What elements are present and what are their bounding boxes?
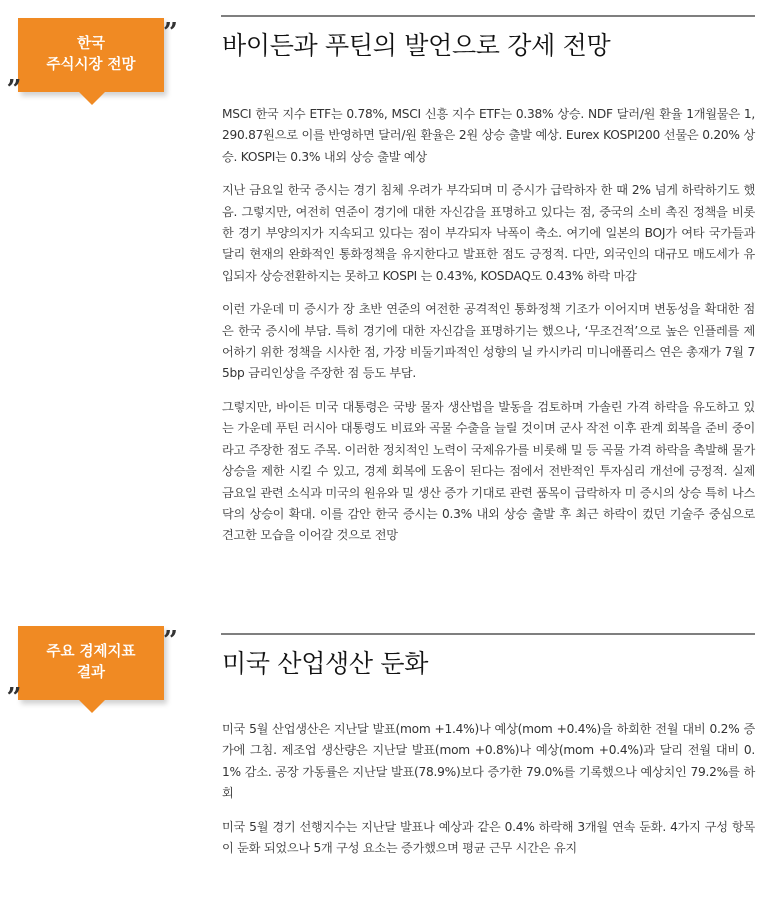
body-paragraph: 그렇지만, 바이든 미국 대통령은 국방 물자 생산법을 발동을 검토하며 가솔린 가격 하락을 유도하고 있는 가운데 푸틴 러시아 대통령도 비료와 곡물 수출을 늘릴 것이며 군사 작전 이후 관계 회복을 준비 중이라고 주장한 점도 주목. 이러한 정치적인 노력이 국제유가를 비롯해 밀 등 곡물 가격 하락을 촉발해 물가 상승을 제한 시킬 수 있고, 경제 회복에 도움이 된다는 점에서 전반적인 투자심리 개선에 긍정적. 실제 금요일 관련 소식과 미국의 원유와 밀 생산 증가 기대로 관련 품목이 급락하자 미 증시의 상승 특히 나스닥의 상승이 확대. 이를 감안 한국 증시는 0.3% 내외 상승 출발 후 최근 하락이 컸던 기술주 중심으로 견고한 모습을 이어갈 것으로 전망: [222, 399, 755, 543]
body-paragraph: 이런 가운데 미 증시가 장 초반 연준의 여전한 공격적인 통화정책 기조가 이어지며 변동성을 확대한 점은 한국 증시에 부담. 특히 경기에 대한 자신감을 표명하기는 했으나, ‘무조건적’으로 높은 인플레를 제어하기 위한 정책을 시사한 점, 가장 비둘기파적인 성향의 닐 카시카리 미니애폴리스 연은 총재가 7월 75bp 금리인상을 주장한 점 등도 부담.: [222, 302, 755, 381]
section-body: [222, 719, 755, 871]
close-quote-mark: ”: [163, 626, 178, 656]
badge-label-line-1: 한국: [76, 36, 105, 52]
body-paragraph: 미국 5월 산업생산은 지난달 발표(mom +1.4%)나 예상(mom +0.4%)을 하회한 전월 대비 0.2% 증가에 그침. 제조업 생산량은 지난달 발표(mom +0.8%)나 예상(mom +0.4%)과 달리 전월 대비 0.1% 감소. 공장 가동률은 지난달 발표(78.9%)보다 증가한 79.0%를 기록했으나 예상치인 79.2%를 하회: [222, 722, 755, 801]
body-paragraph: MSCI 한국 지수 ETF는 0.78%, MSCI 신흥 지수 ETF는 0.38% 상승. NDF 달러/원 환율 1개월물은 1,290.87원으로 이를 반영하면 달러/원 환율은 2원 상승 출발 예상. Eurex KOSPI200 선물은 0.20% 상승. KOSPI는 0.3% 내외 상승 출발 예상: [222, 107, 755, 164]
open-quote-mark: „: [7, 668, 22, 698]
close-quote-mark: ”: [163, 18, 178, 48]
open-quote-mark: „: [7, 60, 22, 90]
section-divider: [221, 633, 755, 635]
section-divider: [221, 15, 755, 17]
badge-label-line-1: 주요 경제지표: [46, 644, 136, 660]
body-paragraph: 미국 5월 경기 선행지수는 지난달 발표나 예상과 같은 0.4% 하락해 3개월 연속 둔화. 4가지 구성 항목이 둔화 되었으나 5개 구성 요소는 증가했으며 평균 근무 시간은 유지: [222, 819, 755, 856]
badge-label-line-2: 결과: [76, 665, 105, 681]
badge-label-line-2: 주식시장 전망: [46, 57, 136, 73]
section-body: [222, 104, 755, 559]
body-paragraph: 지난 금요일 한국 증시는 경기 침체 우려가 부각되며 미 증시가 급락하자 한 때 2% 넘게 하락하기도 했음. 그렇지만, 여전히 연준이 경기에 대한 자신감을 표명하고 있다는 점, 중국의 소비 촉진 정책을 비롯한 경기 부양의지가 지속되고 있다는 점이 부각되자 낙폭이 축소. 여기에 일본의 BOJ가 여타 국가들과 달리 현재의 완화적인 통화정책을 유지한다고 발표한 점도 긍정적. 다만, 외국인의 대규모 매도세가 유입되자 상승전환하지는 못하고 KOSPI 는 0.43%, KOSDAQ도 0.43% 하락 마감: [222, 183, 755, 283]
section-badge: [18, 626, 164, 700]
section-headline: 바이든과 푸틴의 발언으로 강세 전망: [222, 31, 611, 60]
callout-tail: [79, 92, 105, 105]
section-callout: [0, 608, 185, 728]
callout-tail: [79, 700, 105, 713]
section-headline: 미국 산업생산 둔화: [222, 649, 429, 678]
section-badge: [18, 18, 164, 92]
section-callout: [0, 0, 185, 120]
